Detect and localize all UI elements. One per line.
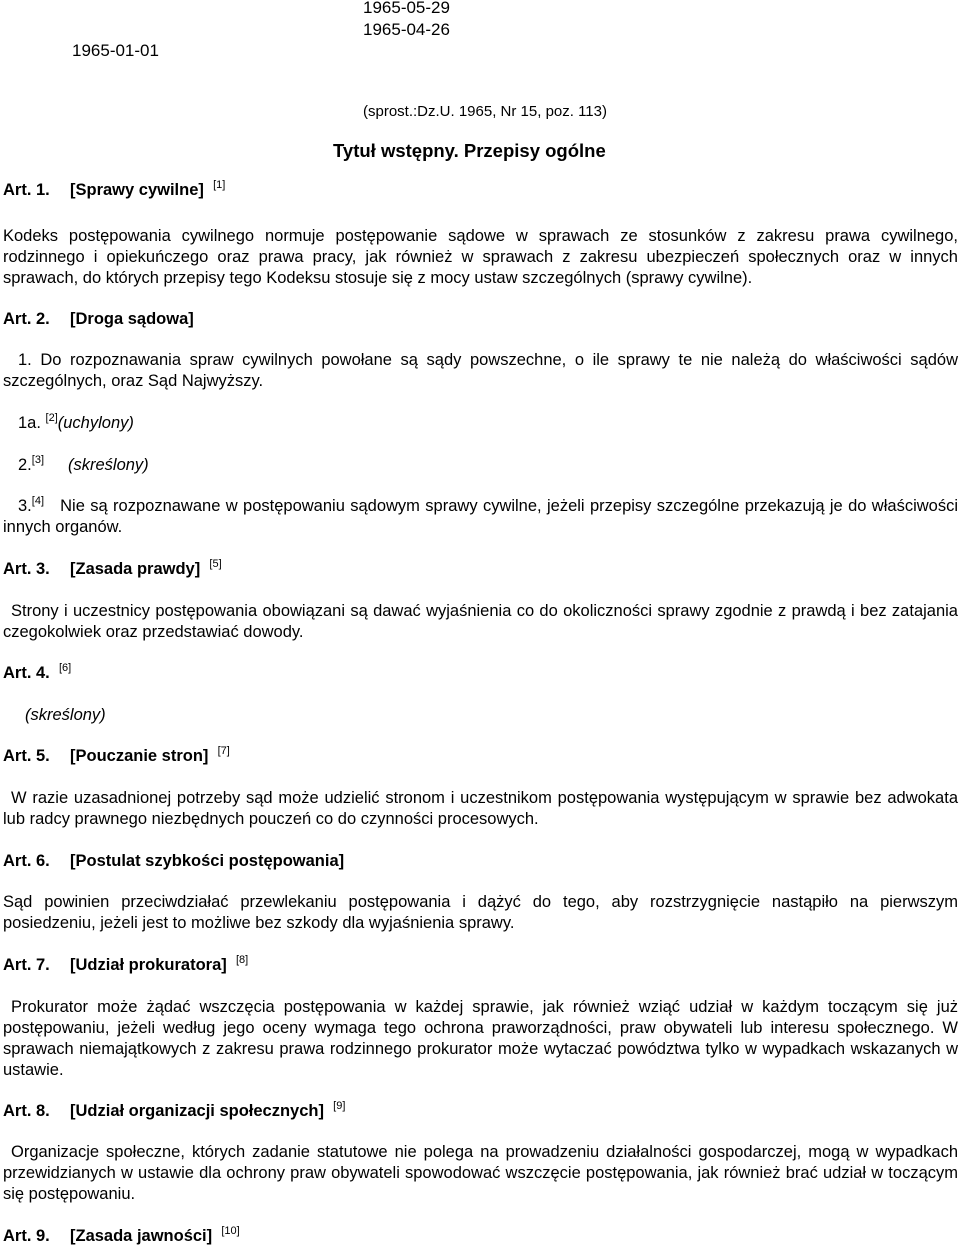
article-2-paragraph-1 — [3, 350, 958, 392]
article-2-paragraph-3 — [3, 496, 958, 538]
footnote-ref-link[interactable]: [3] — [31, 454, 44, 466]
article-number: Art. 6. — [3, 852, 50, 870]
article-heading: [Postulat szybkości postępowania] — [70, 852, 345, 870]
footnote-ref-link[interactable]: [6] — [58, 662, 72, 674]
footnote-ref-link[interactable]: [9] — [333, 1100, 346, 1112]
article-number: Art. 7. — [3, 956, 50, 974]
paragraph-text: Nie są rozpoznawane w postępowaniu sądowym sprawy cywilne, jeżeli przepisy szczególne przekazują je do właściwości innych organów. — [3, 497, 958, 536]
article-7-text: Prokurator może żądać wszczęcia postępowania w każdej sprawie, jak również wziąć udział w każdym toczącym się już postępowaniu, jeżeli według jego oceny wymaga tego ochrona praworządności, praw obywateli lub interesu społecznego. W sprawach niemajątkowych z zakresu prawa rodzinnego prokurator może wytaczać powództwa tylko w wypadkach wskazanych w ustawie. — [3, 998, 958, 1079]
article-number: Art. 2. — [3, 310, 50, 328]
article-number: Art. 8. — [3, 1102, 50, 1120]
article-heading: [Udział prokuratora] — [70, 956, 227, 974]
paragraph-number: 1. — [18, 351, 32, 369]
article-number: Art. 4. — [3, 664, 50, 682]
article-8-text: Organizacje społeczne, których zadanie statutowe nie polega na prowadzeniu działalności gospodarczej, mogą w wypadkach przewidzianych w ustawie dla ochrony praw obywateli spowodować wszczęcie postępowania, jak również brać udział w toczącym się postępowaniu. — [3, 1143, 958, 1203]
article-heading: [Droga sądowa] — [70, 310, 194, 328]
article-number: Art. 3. — [3, 560, 50, 578]
paragraph-number: 2. — [18, 456, 32, 474]
article-2-paragraph-1a — [18, 413, 134, 434]
article-6-heading — [3, 851, 344, 872]
paragraph-status: (skreślony) — [68, 456, 149, 474]
paragraph-status: (uchylony) — [57, 414, 134, 432]
article-heading: [Zasada prawdy] — [70, 560, 201, 578]
date-amended: 1965-05-29 — [363, 0, 450, 17]
article-4-heading — [3, 663, 71, 684]
footnote-ref-link[interactable]: [1] — [213, 179, 226, 191]
article-3-heading — [3, 559, 222, 580]
article-heading: [Sprawy cywilne] — [70, 181, 204, 199]
article-6-text: Sąd powinien przeciwdziałać przewlekaniu postępowania i dążyć do tego, aby rozstrzygnięcie nastąpiło na pierwszym posiedzeniu, jeżeli jest to możliwe bez szkody dla wyjaśnienia sprawy. — [3, 893, 958, 932]
article-heading: [Zasada jawności] — [70, 1227, 213, 1245]
paragraph-number: 3. — [18, 497, 32, 515]
article-heading: [Pouczanie stron] — [70, 747, 209, 765]
date-published: 1965-04-26 — [363, 20, 450, 39]
article-9-heading — [3, 1226, 240, 1247]
page-title: Tytuł wstępny. Przepisy ogólne — [333, 140, 606, 161]
footnote-ref-link[interactable]: [2] — [45, 412, 58, 424]
footnote-ref-link[interactable]: [10] — [221, 1225, 240, 1237]
article-number: Art. 9. — [3, 1227, 50, 1245]
footnote-ref-link[interactable]: [8] — [235, 954, 249, 966]
paragraph-number: 1a. — [18, 414, 41, 432]
paragraph-text: Do rozpoznawania spraw cywilnych powołane są sądy powszechne, o ile sprawy te nie należą do właściwości sądów szczególnych, oraz Sąd Najwyższy. — [3, 351, 958, 390]
article-1-heading — [3, 180, 225, 201]
article-8-heading — [3, 1101, 345, 1122]
article-heading: [Udział organizacji społecznych] — [70, 1102, 324, 1120]
article-2-heading — [3, 309, 194, 330]
article-number: Art. 5. — [3, 747, 50, 765]
article-number: Art. 1. — [3, 181, 50, 199]
date-effective: 1965-01-01 — [72, 41, 159, 60]
article-4-status: (skreślony) — [25, 706, 106, 724]
footnote-ref-link[interactable]: [5] — [209, 558, 222, 570]
article-7-heading — [3, 955, 248, 976]
article-1-text: Kodeks postępowania cywilnego normuje postępowanie sądowe w sprawach ze stosunków z zakresu prawa cywilnego, rodzinnego i opiekuńczego oraz prawa pracy, jak również w sprawach z zakresu ubezpieczeń społecznych oraz w innych sprawach, do których przepisy tego Kodeksu stosuje się z mocy ustaw szczególnych (sprawy cywilne). — [3, 227, 958, 287]
article-3-text: Strony i uczestnicy postępowania obowiązani są dawać wyjaśnienia co do okoliczności sprawy zgodnie z prawdą i bez zatajania czegokolwiek oraz przedstawiać dowody. — [3, 602, 958, 641]
article-2-paragraph-2 — [18, 455, 149, 476]
footnote-ref-link[interactable]: [7] — [217, 745, 230, 757]
article-5-text: W razie uzasadnionej potrzeby sąd może udzielić stronom i uczestnikom postępowania występującym w sprawie bez adwokata lub radcy prawnego niezbędnych pouczeń co do czynności procesowych. — [3, 789, 958, 828]
footnote-ref-link[interactable]: [4] — [31, 495, 44, 507]
article-5-heading — [3, 746, 230, 767]
source-reference: (sprost.:Dz.U. 1965, Nr 15, poz. 113) — [363, 103, 607, 120]
